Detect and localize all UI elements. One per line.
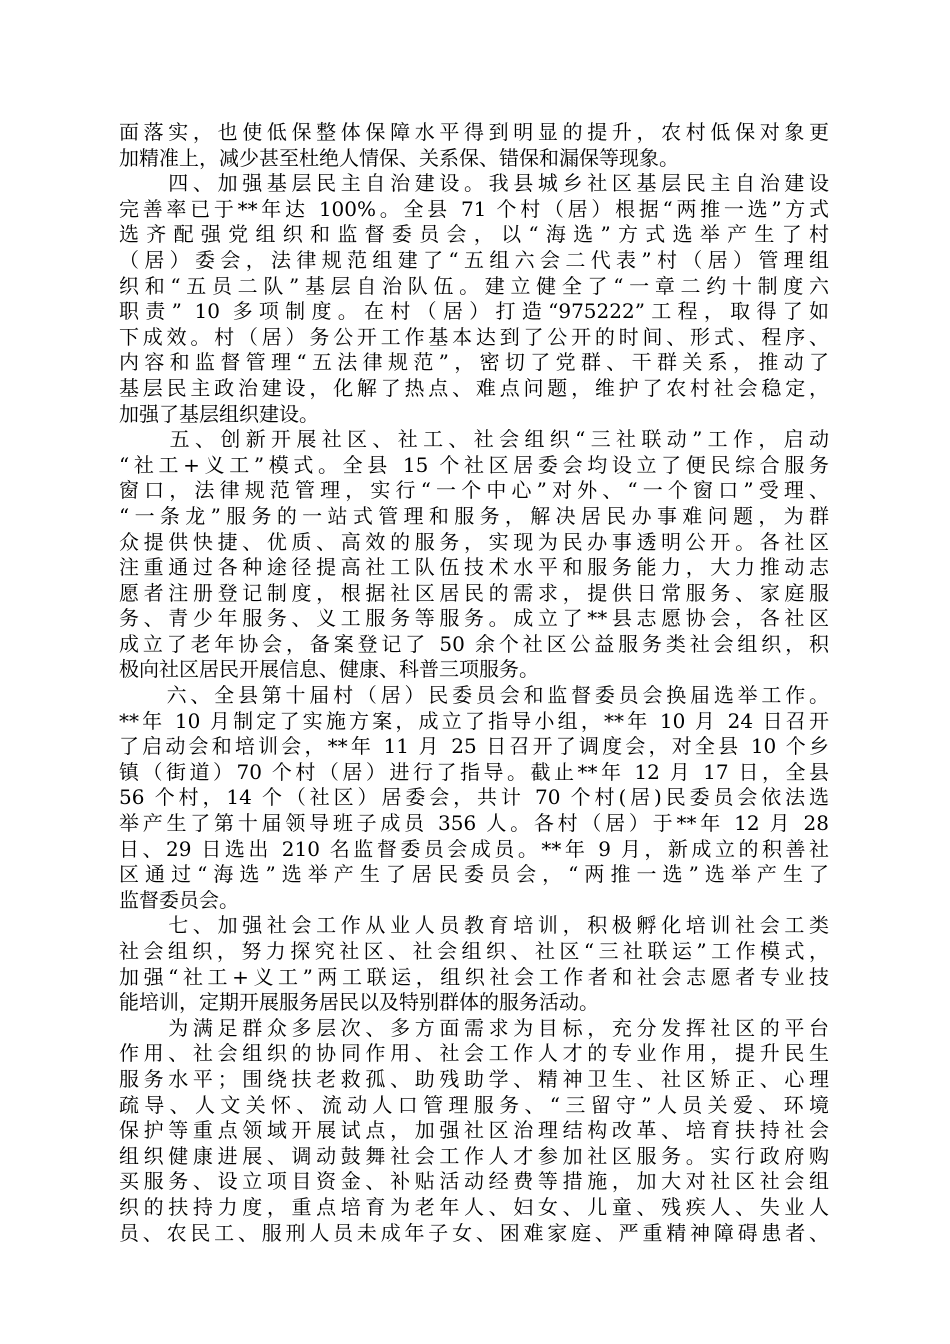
text-line: 织的扶持力度，重点培育为老年人、妇女、儿童、残疾人、失业人 xyxy=(119,1194,829,1219)
text-line: 下成效。村（居）务公开工作基本达到了公开的时间、形式、程序、 xyxy=(119,324,829,349)
text-line: 完善率已于**年达 100%。全县 71 个村（居）根据“两推一选”方式 xyxy=(119,196,829,221)
text-line: 能培训，定期开展服务居民以及特别群体的服务活动。 xyxy=(119,990,599,1015)
text-line: 监督委员会。 xyxy=(119,887,239,912)
text-line: **年 10 月制定了实施方案，成立了指导小组，**年 10 月 24 日召开 xyxy=(119,708,829,733)
text-line: 职责” 10 多项制度。在村（居）打造“975222”工程，取得了如 xyxy=(119,299,829,324)
text-line: 服务水平；围绕扶老救孤、助残助学、精神卫生、社区矫正、心理 xyxy=(119,1066,829,1091)
text-line: 面落实，也使低保整体保障水平得到明显的提升，农村低保对象更 xyxy=(119,120,829,144)
text-line: 疏导、人文关怀、流动人口管理服务、“三留守”人员关爱、环境 xyxy=(119,1092,829,1117)
text-line: 加精准上，减少甚至杜绝人情保、关系保、错保和漏保等现象。 xyxy=(119,145,679,170)
text-line: 基层民主政治建设，化解了热点、难点问题，维护了农村社会稳定， xyxy=(119,375,829,400)
text-line: 56 个村，14 个（社区）居委会，共计 70 个村(居)民委员会依法选 xyxy=(119,785,829,810)
text-line: 区通过“海选”选举产生了居民委员会，“两推一选”选举产生了 xyxy=(119,862,829,887)
text-line: 为满足群众多层次、多方面需求为目标，充分发挥社区的平台 xyxy=(119,1015,829,1040)
text-line: 注重通过各种途径提高社工队伍技术水平和服务能力，大力推动志 xyxy=(119,555,829,580)
text-line: 四、加强基层民主自治建设。我县城乡社区基层民主自治建设 xyxy=(119,171,829,196)
document-body xyxy=(119,120,829,1246)
text-line: 镇（街道）70 个村（居）进行了指导。截止**年 12 月 17 日，全县 xyxy=(119,759,829,784)
text-line: 保护等重点领域开展试点，加强社区治理结构改革、培育扶持社会 xyxy=(119,1118,829,1143)
text-line: 作用、社会组织的协同作用、社会工作人才的专业作用，提升民生 xyxy=(119,1041,829,1066)
text-line: 加强了基层组织建设。 xyxy=(119,401,319,426)
text-line: 窗口，法律规范管理，实行“一个中心”对外、“一个窗口”受理、 xyxy=(119,478,829,503)
text-line: 选齐配强党组织和监督委员会，以“海选”方式选举产生了村 xyxy=(119,222,829,247)
text-line: 组织健康进展、调动鼓舞社会工作人才参加社区服务。实行政府购 xyxy=(119,1143,829,1168)
text-line: 员、农民工、服刑人员未成年子女、困难家庭、严重精神障碍患者、 xyxy=(119,1220,829,1245)
text-line: 举产生了第十届领导班子成员 356 人。各村（居）于**年 12 月 28 xyxy=(119,811,829,836)
text-line: 极向社区居民开展信息、健康、科普三项服务。 xyxy=(119,657,539,682)
text-line: 七、加强社会工作从业人员教育培训，积极孵化培训社会工类 xyxy=(119,913,829,938)
text-line: （居）委会，法律规范组建了“五组六会二代表”村（居）管理组 xyxy=(119,247,829,272)
text-line: 社会组织，努力探究社区、社会组织、社区“三社联运”工作模式， xyxy=(119,939,829,963)
text-line: “社工+义工”模式。全县 15 个社区居委会均设立了便民综合服务 xyxy=(119,452,829,477)
text-line: 日、29 日选出 210 名监督委员会成员。**年 9 月，新成立的积善社 xyxy=(119,836,829,861)
text-line: 愿者注册登记制度，根据社区居民的需求，提供日常服务、家庭服 xyxy=(119,580,829,605)
text-line: 买服务、设立项目资金、补贴活动经费等措施，加大对社区社会组 xyxy=(119,1169,829,1194)
text-line: 务、青少年服务、义工服务等服务。成立了**县志愿协会，各社区 xyxy=(119,606,829,631)
text-line: 内容和监督管理“五法律规范”，密切了党群、干群关系，推动了 xyxy=(119,350,829,375)
text-line: 加强“社工+义工”两工联运，组织社会工作者和社会志愿者专业技 xyxy=(119,964,829,989)
text-line: 织和“五员二队”基层自治队伍。建立健全了“一章二约十制度六 xyxy=(119,273,829,298)
text-line: 成立了老年协会，备案登记了 50 余个社区公益服务类社会组织，积 xyxy=(119,631,829,656)
text-line: 众提供快捷、优质、高效的服务，实现为民办事透明公开。各社区 xyxy=(119,529,829,554)
text-line: 五、创新开展社区、社工、社会组织“三社联动”工作，启动 xyxy=(119,427,829,452)
text-line: “一条龙”服务的一站式管理和服务，解决居民办事难问题，为群 xyxy=(119,503,829,528)
text-line: 了启动会和培训会，**年 11 月 25 日召开了调度会，对全县 10 个乡 xyxy=(119,734,829,759)
text-line: 六、全县第十届村（居）民委员会和监督委员会换届选举工作。 xyxy=(119,683,829,708)
